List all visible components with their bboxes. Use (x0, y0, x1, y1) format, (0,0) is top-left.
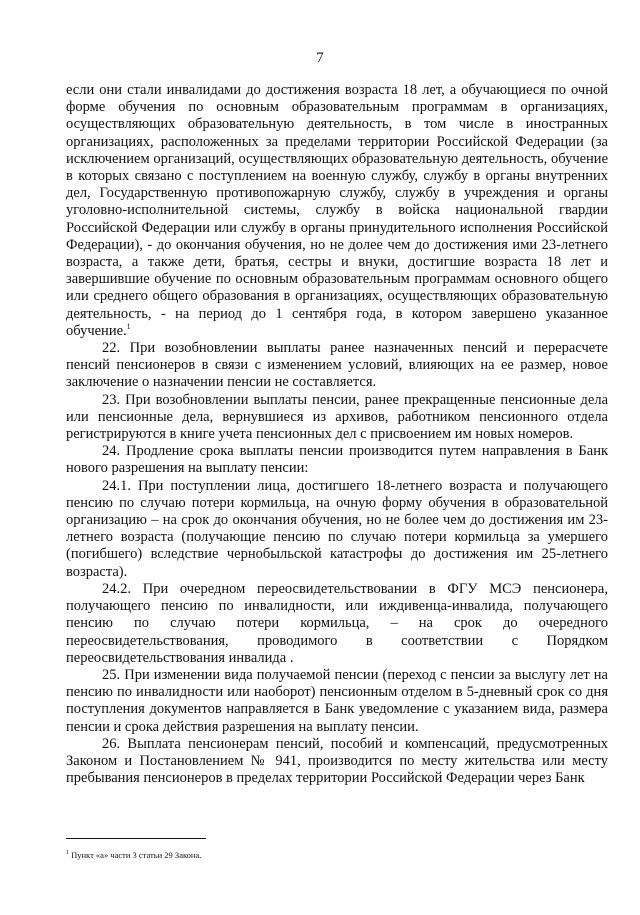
paragraph-text: если они стали инвалидами до достижения возраста 18 лет, а обучающиеся по очной форме обучения по основным образовательным программам в организациях, осуществляющих образовательную деятельность, в том числе в иностранных организациях, расположенных за пределами территории Российской Федерации (за исключением организаций, осуществляющих образовательную деятельность, обучение в которых связано с поступлением на военную службу, службу в органы внутренних дел, Государственную противопожарную службу, службу в учреждения и органы уголовно-исполнительной системы, службу в войска национальной гвардии Российской Федерации или службу в органы принудительного исполнения Российской Федерации), - до окончания обучения, но не долее чем до достижения ими 23-летнего возраста, а также дети, братья, сестры и внуки, достигшие возраста 18 лет и завершившие обучение по основным образовательным программам основного общего или среднего общего образования в организациях, осуществляющих образовательную деятельность, - на период до 1 сентября года, в котором завершено указанное обучение. (66, 82, 608, 339)
paragraph-26: 26. Выплата пенсионерам пенсий, пособий и компенсаций, предусмотренных Законом и Постановлением № 941, производится по месту жительства или месту пребывания пенсионеров в пределах территории Российской Федерации через Банк (66, 735, 608, 787)
paragraph-continuation (66, 82, 608, 340)
paragraph-22: 22. При возобновлении выплаты ранее назначенных пенсий и перерасчете пенсий пенсионеров в связи с изменением условий, влияющих на ее размер, новое заключение о назначении пенсии не составляется. (66, 340, 608, 391)
footnote-reference: 1 (126, 322, 131, 332)
footnote (66, 848, 586, 860)
footnote-divider (66, 838, 206, 839)
body-text (66, 82, 608, 787)
paragraph-25: 25. При изменении вида получаемой пенсии (переход с пенсии за выслугу лет на пенсию по инвалидности или наоборот) пенсионным отделом в 5-дневный срок со дня поступления документов направляется в Банк уведомление с указанием вида, размера пенсии и срока действия разрешения на выплату пенсии. (66, 666, 608, 735)
footnote-text: Пункт «а» части 3 статьи 29 Закона. (71, 849, 202, 860)
paragraph-24-1: 24.1. При поступлении лица, достигшего 18-летнего возраста и получающего пенсию по случаю потери кормильца, на очную форму обучения в образовательной организацию – на срок до окончания обучения, но не более чем до достижения им 23-летнего возраста (получающие пенсию по случаю потери кормильца за умершего (погибшего) вследствие чернобыльской катастрофы до достижения им 25-летнего возраста). (66, 477, 608, 580)
paragraph-24: 24. Продление срока выплаты пенсии производится путем направления в Банк нового разрешения на выплату пенсии: (66, 443, 608, 477)
page-number: 7 (316, 50, 324, 66)
paragraph-23: 23. При возобновлении выплаты пенсии, ранее прекращенные пенсионные дела или пенсионные дела, вернувшиеся из архивов, работником пенсионного отдела регистрируются в книге учета пенсионных дел с присвоением им новых номеров. (66, 391, 608, 443)
paragraph-24-2: 24.2. При очередном переосвидетельствовании в ФГУ МСЭ пенсионера, получающего пенсию по инвалидности, или иждивенца-инвалида, получающего пенсию по случаю потери кормильца, – на срок до очередного переосвидетельствования, проводимого в соответствии с Порядком переосвидетельствования инвалида . (66, 580, 608, 666)
footnote-marker: 1 (66, 850, 69, 856)
